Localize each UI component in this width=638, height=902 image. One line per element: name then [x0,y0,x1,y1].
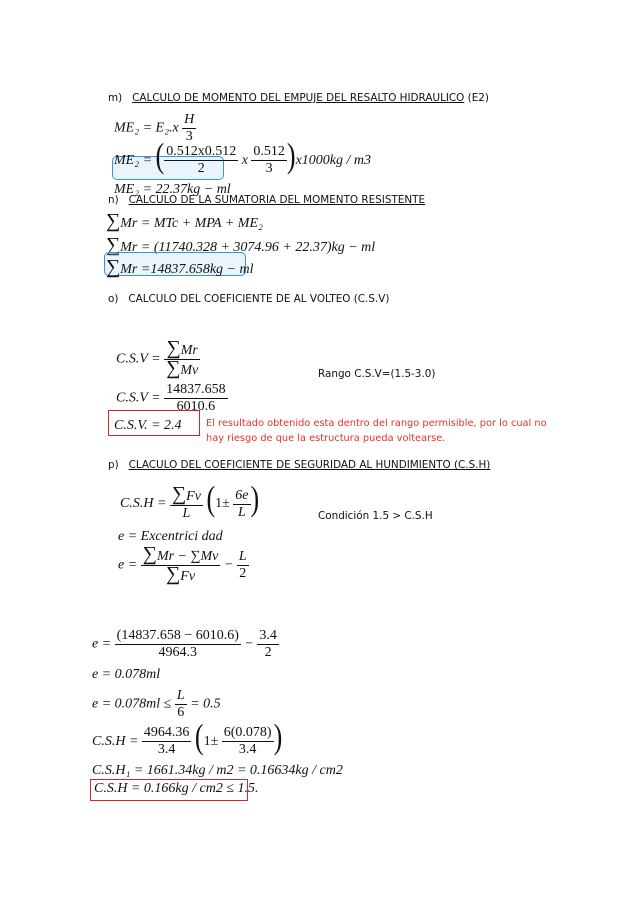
fraction-numerator: Mr [180,343,198,358]
eq-m-line2-lhs: ME₂ = [114,153,153,168]
eq-p-e-lhs: e = [118,557,138,573]
fraction-denominator: 3 [185,129,193,144]
eq-p-e-def: e = Excentrici dad [118,529,223,544]
calc-e1-lhs: e = [92,636,112,652]
close-paren: ) [286,135,296,175]
eq-o-line3: C.S.V. = 2.4 [114,418,182,433]
minus-symbol: − [244,636,254,652]
open-paren: ( [155,135,165,175]
eq-n-line2-text: Mr = (11740.328 + 3074.96 + 22.37)kg − ml [120,240,376,255]
section-m-suffix: (E2) [467,92,489,104]
eq-m-line1-lhs: ME₂ = E₂.x [114,120,179,136]
eq-p-e-fraction [141,543,221,585]
section-o-heading [108,293,389,305]
sum-symbol: ∑ [166,337,181,359]
csv-range: Rango C.S.V=(1.5-3.0) [318,368,436,380]
calc-e2: e = 0.078ml [92,667,161,682]
calc-e1 [92,628,279,661]
fraction-numerator: 0.512 [253,144,285,160]
eq-p-lhs: C.S.H = [120,496,167,512]
eq-m-line2-tail: x1000kg / m3 [295,153,372,168]
fraction-denominator: 3.4 [238,742,257,758]
open-paren: ( [206,478,216,519]
eq-p-e-formula [118,543,249,585]
eq-n-line1-text: Mr = MTc + MPA + ME₂ [120,216,263,231]
fraction-denominator: 2 [197,161,205,177]
eq-m-line2 [114,135,372,177]
eq-o-lhs: C.S.V = [116,351,161,367]
calc-e1-fraction [115,628,241,661]
calc-csh-final: C.S.H = 0.166kg / cm2 ≤ 1.5. [94,781,259,796]
eq-p-inner: 1± [215,496,230,512]
fraction-denominator: L [182,506,191,521]
fraction-denominator: Mv [180,363,199,378]
eq-n-line1 [106,210,263,233]
sum-symbol: ∑ [171,483,187,505]
fraction-numerator: 6(0.078) [223,725,272,741]
fraction-numerator: Fv [186,489,201,504]
fraction-numerator: 0.512x0.512 [166,144,237,160]
fraction-denominator: 4964.3 [158,645,198,660]
section-n-title: CALCULO DE LA SUMATORIA DEL MOMENTO RESISTENTE [128,194,426,206]
eq-o-line2-lhs: C.S.V = [116,390,161,406]
calc-csh-inner-fraction [222,725,274,758]
eq-m-line1-fraction [182,112,196,145]
sum-symbol: ∑ [166,563,181,585]
fraction-denominator: Fv [180,569,196,584]
section-o-title: CALCULO DEL COEFICIENTE DE AL VOLTEO (C.S.V) [128,293,390,305]
fraction-numerator: 4964.36 [143,725,190,741]
sum-symbol: ∑ [166,357,181,379]
eq-m-line2-fraction2 [251,144,287,177]
calc-e1-fraction2 [257,628,279,661]
sum-symbol: ∑ [142,543,157,565]
calc-csh [92,716,283,758]
sum-symbol: ∑ [106,256,121,278]
calc-csh1: C.S.H₁ = 1661.34kg / m2 = 0.16634kg / cm2 [92,763,343,778]
sum-symbol: ∑ [106,210,121,232]
fraction-numerator: L [176,688,185,703]
fraction-denominator: L [238,504,246,520]
fraction-numerator: (14837.658 − 6010.6) [116,628,239,643]
section-p-letter: p) [108,459,119,471]
section-o-letter: o) [108,293,119,305]
calc-csh-lhs: C.S.H = [92,734,139,749]
sum-symbol: ∑ [106,234,121,256]
calc-e3-fraction [175,688,187,721]
eq-m-line2-fraction1 [164,144,238,177]
eq-m-line3: ME₂ = 22.37kg − ml [114,182,231,197]
eq-o-csv [116,337,200,379]
calc-e3-lhs: e = 0.078ml ≤ [92,696,172,712]
section-n-letter: n) [108,194,119,206]
eq-o-fraction [164,337,200,379]
eq-p-e-l-fraction [237,549,249,582]
eq-p-csh [120,478,260,522]
fraction-denominator: 3.4 [157,742,176,758]
section-m-letter: m) [108,92,123,104]
calc-csh-inner: 1± [203,734,219,749]
fraction-numerator: Mr − ∑Mv [156,549,219,564]
fraction-denominator: 3 [265,161,273,177]
fraction-denominator: 6 [177,705,185,720]
close-paren: ) [250,478,260,519]
section-p-heading [108,459,490,471]
section-p-title: CLACULO DEL COEFICIENTE DE SEGURIDAD AL HUNDIMIENTO (C.S.H) [128,459,491,471]
fraction-numerator: 6e [235,487,249,503]
section-m-title: CALCULO DE MOMENTO DEL EMPUJE DEL RESALTO HIDRAULICO [132,92,465,104]
calc-csh-fraction [142,725,192,758]
times-symbol: x [241,153,248,168]
fraction-denominator: 2 [264,645,272,660]
open-paren: ( [194,716,204,756]
fraction-denominator: 2 [239,566,247,581]
fraction-numerator: 3.4 [259,628,277,643]
csv-note: El resultado obtenido esta dentro del rango permisible, por lo cual no hay riesgo de que la estructura pueda voltearse. [206,418,547,444]
fraction-numerator: H [184,112,195,127]
eq-n-line3-text: Mr =14837.658kg − ml [120,262,254,277]
eq-p-fraction [170,483,203,522]
fraction-numerator: L [238,549,247,564]
minus-symbol: − [223,557,234,573]
eq-n-line3 [106,256,253,279]
eq-p-inner-fraction [233,488,250,521]
section-m-heading [108,92,489,104]
section-n-heading [108,194,425,206]
fraction-denominator: 6010.6 [176,399,216,414]
csh-condition: Condición 1.5 > C.S.H [318,510,433,522]
fraction-numerator: 14837.658 [166,382,226,397]
calc-e3-tail: = 0.5 [190,696,221,712]
close-paren: ) [273,716,283,756]
